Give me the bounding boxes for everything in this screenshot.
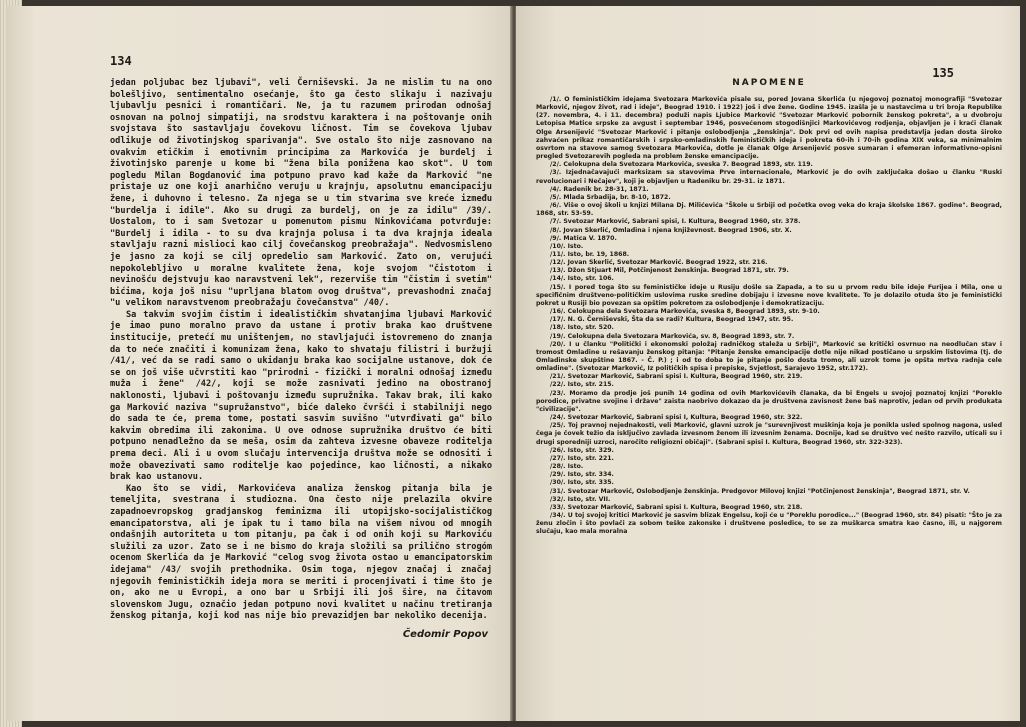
left-page bbox=[6, 6, 512, 721]
footnote: /30/. Isto, str. 335. bbox=[550, 479, 614, 487]
footnote: /1/. O feminističkim idejama Svetozara Markovića pisale su, pored Jovana Skerlića (u njegovoj poznatoj monografiji "Svetozar Marković, njegov život, rad i ideje", Beograd 1910. i 1922) još i dve žene. Godine 1945. izašla je u nastavcima u tri broja Republike (27. novembra, 4. i 11. decembra) poduži napis Ljubice Marković "Svetozar Marković pobornik ženskog pokreta", a u dvobroju Letopisa Matice srpske za avgust i septembar 1946, posvećenom stogodišnjici Markovićevog rodjenja, objavljen je i kraći članak Olge Arsenijević "Svetozar Marković i pitanje oslobodjenja „ženskinja". Dok prvi od ovih napisa predstavlja jedan dosta široko zahvaćen prikaz romantičarskih i srpsko-omladinskih feminističkih ideja i pokreta 60-ih i 70-ih godina XIX veka, sa minimalnim osvrtom na stavove samog Svetozara Markovića, dotle je članak Olge Arsenijević posve sumaran i efemeran informativno-opisni pregled Svetozarevih pogleda na problem ženske emancipacije. bbox=[536, 96, 1002, 161]
footnote: /9/. Matica V. 1870. bbox=[550, 234, 617, 242]
footnote: /26/. Isto, str. 329. bbox=[550, 446, 614, 454]
footnote: /16/. Celokupna dela Svetozara Markovića, sveska 8, Beograd 1893, str. 9-10. bbox=[550, 308, 820, 316]
left-page-number: 134 bbox=[110, 54, 132, 68]
author-signature: Čedomir Popov bbox=[402, 628, 488, 640]
footnote: /20/. I u članku "Politički i ekonomski položaj radničkog staleža u Srbiji", Marković se kritički osvrnuo na neodlučan stav i tromost Omladine u rešavanju ženskog pitanja: "Pitanje ženske emancipacije dotle nije nikad postičano u srpskim listovima (tj. do Omladinske skupštine 1867. - Č. P.) ; i od to doba to je pitanje pošlo dosta tromo, ali uzrok tome je opšta mrtva radnja cele omladine". (Svetozar Marković, Iz političkih spisa i prepiske, Svjetlost, Sarajevo 1952, str.172). bbox=[536, 340, 1002, 373]
right-page-number: 135 bbox=[932, 66, 954, 80]
right-page bbox=[516, 6, 1020, 721]
footnote: /29/. Isto, str. 334. bbox=[550, 471, 614, 479]
footnote: /14/. Isto, str. 106. bbox=[550, 275, 614, 283]
footnote: /17/. N. G. Černiševski, Šta da se radi? Kultura, Beograd 1947, str. 95. bbox=[550, 316, 794, 324]
footnote: /32/. Isto, str. VII. bbox=[550, 495, 611, 503]
footnote: /21/. Svetozar Marković, Sabrani spisi I. Kultura, Beograd 1960, str. 219. bbox=[550, 373, 803, 381]
footnote: /25/. Toj pravnoj nejednakosti, veli Marković, glavni uzrok je "surevnjivost muškinja koja je ponikla usled spolnog nagona, usled čega je čovek težio da isključivo zavlada izvesnom ženom ili izvesnim ženama. Docnije, kad se društvo već nešto razvilo, uticali su i drugi sporedniji uzroci, naročito religiozni običaji". (Sabrani spisi I. Kultura, Beograd 1960, str. 322-323). bbox=[536, 422, 1002, 446]
footnote: /7/. Svetozar Marković, Sabrani spisi, I. Kultura, Beograd 1960, str. 378. bbox=[550, 218, 801, 226]
paragraph: Kao što se vidi, Markovićeva analiza ženskog pitanja bila je temeljita, svestrana i studiozna. Ona često nije prelazila okvire zapadnoevropskog gradjanskog feminizma ili utopijsko-socijalističkog emancipatorstva, ali je ipak tu i tamo bila na višem nivou od mnogih ondašnjih autoriteta u tom pitanju, pa čak i od onih koji su Markoviću služili za uzor. Zato se i ne bismo do kraja složili sa prilično strogóm ocenom Skerlića da je Marković "celog svog života ostao u emancipatorskim idejama" /43/ svojih prethodnika. Osim toga, njegov značaj i značaj njegovih feminističkih ideja mora se meriti i procenjivati i time što je on, ako ne u Evropi, a ono bar u Srbiji ili još šire, na čitavom slovenskom Jugu, označio jedan potpuno novi kvalitet u načinu tretiranja ženskog pitanja, koji kod nas nije bio prevazidjen bar nekoliko decenija. bbox=[110, 483, 492, 622]
footnote: /34/. U toj svojoj kritici Marković je sasvim blizak Engelsu, koji će u "Poreklu porodice..." (Beograd 1960, str. 84) pisati: "Što je za ženu zločin i što povlači za sobom teške zakonske i društvene posledice, to se za muškarca smatra kao časno, ili, u najgorem slučaju, kao mala moralna bbox=[536, 511, 1002, 536]
footnote: /2/. Celokupna dela Svetozara Markovića, sveska 7. Beograd 1893, str. 119. bbox=[550, 161, 813, 169]
footnote: /12/. Jovan Skerlić, Svetozar Marković. Beograd 1922, str. 216. bbox=[550, 259, 768, 267]
footnote: /27/. Isto, str. 221. bbox=[550, 454, 614, 462]
footnote: /24/. Svetozar Marković, Sabrani spisi I, Kultura, Beograd 1960, str. 322. bbox=[550, 414, 803, 422]
footnote: /28/. Isto. bbox=[550, 463, 584, 471]
footnote: /13/. Džon Stjuart Mil, Potčinjenost ženskinja. Beograd 1871, str. 79. bbox=[550, 267, 789, 275]
essay-text bbox=[110, 78, 492, 623]
footnote: /10/. Isto. bbox=[550, 242, 584, 250]
notes-heading: NAPOMENE bbox=[732, 78, 806, 88]
paragraph: Sa takvim svojim čistim i idealističkim shvatanjima ljubavi Marković je imao puno moralno pravo da ustane i protiv braka kao društvene institucije, pretećí mu uništenjem, no stavljajući istovremeno do znanja da to neće značiti i komunizam žena, kako to shvataju filistri i buržuji /41/, već da se radi samo o ukidanju braka kao socijalne ustanove, dok će se on još više učvrstiti kao "prirodni - fizički i moralni odnošaj između muža i žene" /42/, koji se može zasnivati jedino na obostranoj naklonosti, ljubavi i poštovanju između supružnika. Takav brak, ili kako ga Marković naziva "supružanstvo", biće daleko čvršći i stabilniji nego do sada te će, prema tome, postati sasvim suvišno "utvrđivati ga" bilo kakvim obredima ili zakonima. U ove odnose supružnika društvo će biti potpuno nenadležno da se meša, osim da zahteva izvesne obaveze roditelja prema deci. Ali i u ovom slučaju intervencija društva može se odnositi i može obavezivati samo roditelje kao pojedince, kao ličnosti, a nikako brak kao ustanovu. bbox=[110, 309, 492, 483]
footnote: /4/. Radenik br. 28-31, 1871. bbox=[550, 185, 649, 193]
footnote: /19/. Celokupna dela Svetozara Markovića, sv. 8, Beograd 1893, str. 7. bbox=[550, 332, 795, 340]
footnote: /22/. Isto, str. 215. bbox=[550, 381, 614, 389]
footnote: /33/. Svetozar Marković, Sabrani spisi I. Kultura, Beograd 1960, str. 218. bbox=[550, 503, 803, 511]
footnote: /18/. Isto, str. 520. bbox=[550, 324, 614, 332]
footnote: /11/. Isto, br. 19, 1868. bbox=[550, 250, 630, 258]
footnote: /15/. I pored toga što su feminističke ideje u Rusiju došle sa Zapada, a to su u prvom redu bile ideje Furijea i Mila, one u specifičnim društveno-političkim uslovima ruske sredine dobijaju i izvesne nove kvalitete. To je dolazilo otuda što je feministički pokret u Rusiji bio povezan sa opštim pokretom za oslobodjenje i demokratizaciju. bbox=[536, 283, 1002, 307]
footnote: /31/. Svetozar Marković, Oslobodjenje ženskinja. Predgovor Milovoj knjizi "Potčinjenost ženskinja", Beograd 1871, str. V. bbox=[550, 487, 970, 495]
paragraph: jedan poljubac bez ljubavi", veli Černiševski. Ja ne mislim tu na ono bolešljivo, sentimentalno osećanje, što ga često slikaju i nazivaju ljubavlju pesnici i romantičari. Ne, ja tu razumem prirodan odnošaj osnovan na polnoj simpatiji, na srodstvu karaktera i na poštovanje onih svojstava što sastavljaju čovekovu ličnost. Tim se čovekova ljubav odlikuje od životinjskog sparivanja". Sve ostalo što nije zasnovano na ovakvim etičkim i emotivnim principima za Markovića je burdelj i životinjsko parenje u kome bi "žena bila ponižena kao skot". U tom pogledu Milan Bogdanović ima potpuno pravo kad kaže da Marković "ne pristaje uz one koji anarhično veruju u krajnju, apsolutnu emancipaciju žene, i duhovno i telesno. Za njega se u tim stvarima sve kreće između "burdelja i idile". Ako su drugi za burdelj, on je za idilu" /39/. Uostalom, to i sam Svetozar u pomenutom pismu Ninkovićama potvrđuje: "Burdelj i idila - to su dva krajnja polusa i ta dva krajnja ideala stavljaju razni mislioci kao cilj čovečanskog preobražaja". Nedvosmisleno je jasno za koji se cilj opredelio sam Marković. Zato on, verujući nepokolebljivo u moralne kvalitete žena, koje svojom "čistotom i nevinošću dejstvuju kao naravstveni lek", rezerviše tim "čistim i svetim" bićima, koja još nisu "uprljana blatom ovog društva", prevashodni značaj "u velikom naravstvenom preobražaju čovečanstva" /40/. bbox=[110, 78, 492, 309]
footnote: /8/. Jovan Skerlić, Omladina i njena književnost. Beograd 1906, str. X. bbox=[550, 226, 792, 234]
footnote: /23/. Moramo da prodje još punih 14 godina od ovih Markovićevih članaka, da bi Engels u svojoj poznatoj knjizi "Poreklo porodice, privatne svojine i države" zaista naobrivo dokazao da je društvena zavisnost žene baš naprotiv, jedan od prvih produkata "civilizacije". bbox=[536, 389, 1002, 413]
footnote: /3/. Izjednačavajući marksizam sa stavovima Prve internacionale, Marković je do ovih zaključaka došao u članku "Ruski revolucionari i Nečajev", koji je objavljen u Radeniku br. 29-31. iz 1871. bbox=[536, 169, 1002, 185]
footnote: /5/. Mlada Srbadija, br. 8-10, 1872. bbox=[550, 193, 671, 201]
footnote: /6/. Više o ovoj školi u knjizi Milana Dj. Milićevića "Škole u Srbiji od početka ovog veka do kraja školske 1867. godine". Beograd, 1868, str. 53-59. bbox=[536, 202, 1002, 218]
notes-list bbox=[536, 96, 1002, 536]
